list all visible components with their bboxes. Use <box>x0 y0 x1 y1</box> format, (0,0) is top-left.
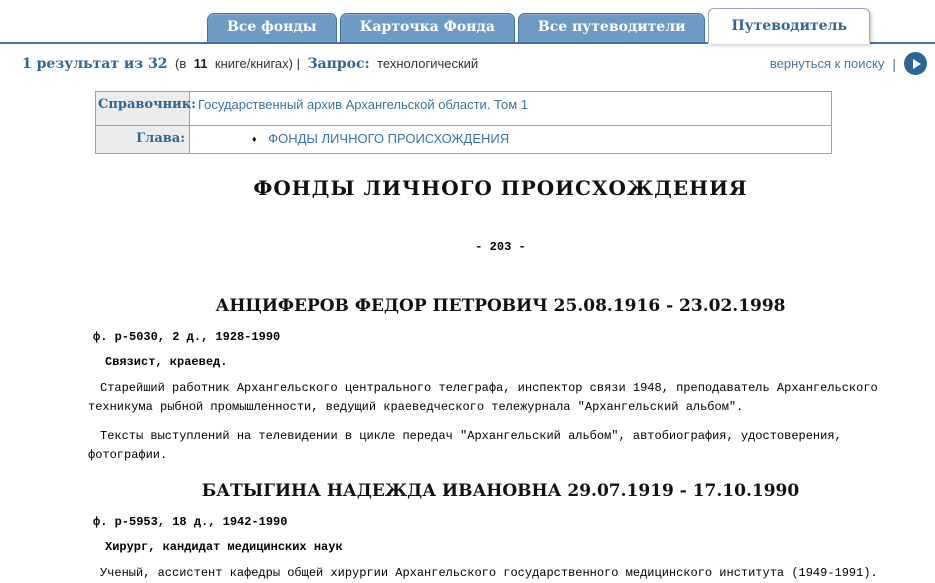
play-arrow-icon <box>913 59 921 69</box>
info-table <box>95 91 832 154</box>
query-value: технологический <box>377 55 479 71</box>
entry-paragraph: Ученый, ассистент кафедры общей хирургии Архангельского государственного медицинского института (1949-1991). <box>100 566 878 580</box>
results-in-books-prefix: (в <box>175 55 187 71</box>
occupation-line: Хирург, кандидат медицинских наук <box>105 540 343 554</box>
table-row-reference <box>96 92 832 126</box>
entry-paragraph: Тексты выступлений на телевидении в цикле передач "Архангельский альбом", автобиография, удостоверения, фотографии. <box>88 429 842 462</box>
chapter-label: Глава: <box>96 126 190 154</box>
query-label: Запрос: <box>307 55 370 72</box>
bullet-diamond-icon: ♦ <box>252 134 257 144</box>
document-content <box>88 176 913 583</box>
tab-all-guides[interactable]: Все путеводители <box>518 13 706 42</box>
fond-reference: ф. р-5030, 2 д., 1928-1990 <box>93 330 281 344</box>
entry-heading: АНЦИФЕРОВ ФЕДОР ПЕТРОВИЧ 25.08.1916 - 23.02.1998 <box>215 296 786 316</box>
results-count: 1 результат из 32 <box>22 55 168 72</box>
occupation-line: Связист, краевед. <box>105 355 228 369</box>
chapter-cell <box>190 126 832 154</box>
entry-paragraph: Старейший работник Архангельского центрального телеграфа, инспектор связи 1948, преподаватель Архангельского техникума рыбной промышленности, ведущий краеведческого тележурнала "Архангельский альбом". <box>88 381 878 414</box>
tab-bar <box>0 0 935 44</box>
results-actions <box>770 52 927 75</box>
entry-heading: БАТЫГИНА НАДЕЖДА ИВАНОВНА 29.07.1919 - 17.10.1990 <box>201 481 800 501</box>
fond-reference: ф. р-5953, 18 д., 1942-1990 <box>93 515 288 529</box>
results-books-count: 11 <box>193 55 208 71</box>
go-button[interactable] <box>904 52 927 75</box>
tab-fond-card[interactable]: Карточка Фонда <box>340 13 515 42</box>
back-to-search-link[interactable]: вернуться к поиску <box>769 56 885 71</box>
chapter-link[interactable]: ФОНДЫ ЛИЧНОГО ПРОИСХОЖДЕНИЯ <box>268 131 510 146</box>
separator: | <box>892 55 896 72</box>
tab-guide[interactable]: Путеводитель <box>708 8 870 44</box>
reference-link[interactable]: Государственный архив Архангельской области. Том 1 <box>198 97 528 112</box>
results-in-books-suffix: книге/книгах) | <box>214 55 300 71</box>
page-number: - 203 - <box>475 240 526 254</box>
document-title: ФОНДЫ ЛИЧНОГО ПРОИСХОЖДЕНИЯ <box>253 176 748 200</box>
reference-cell <box>190 92 832 126</box>
tab-all-fonds[interactable]: Все фонды <box>207 13 337 42</box>
results-summary <box>22 55 481 73</box>
reference-label: Справочник: <box>96 92 190 126</box>
results-bar <box>0 44 935 85</box>
table-row-chapter <box>96 126 832 154</box>
